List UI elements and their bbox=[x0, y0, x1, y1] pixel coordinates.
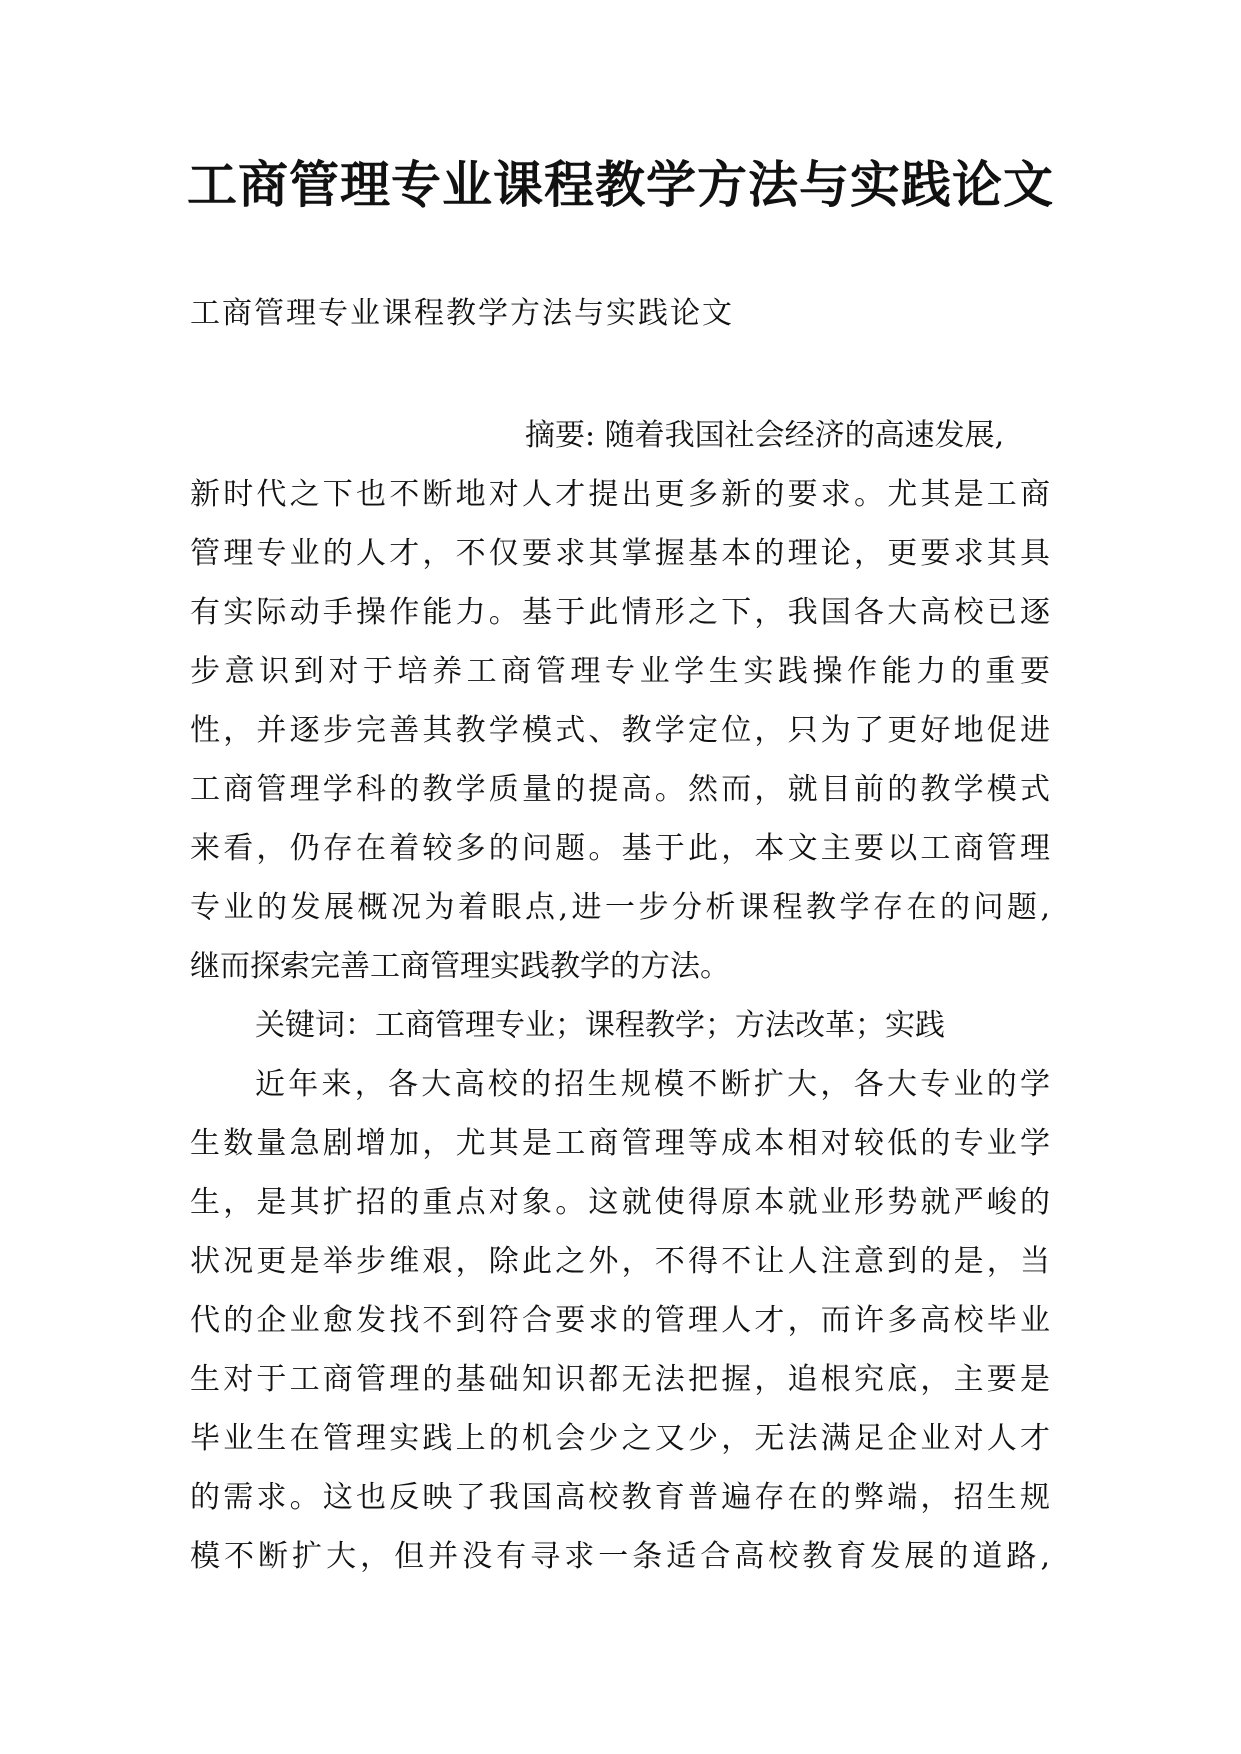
intro-line: 生，是其扩招的重点对象。这就使得原本就业形势就严峻的 bbox=[190, 1185, 1050, 1220]
document-title: 工商管理专业课程教学方法与实践论文 bbox=[187, 155, 1054, 214]
intro-line: 近年来，各大高校的招生规模不断扩大，各大专业的学 bbox=[255, 1067, 1050, 1102]
abstract-line: 专业的发展概况为着眼点,进一步分析课程教学存在的问题, bbox=[190, 890, 1050, 925]
document-subtitle: 工商管理专业课程教学方法与实践论文 bbox=[190, 296, 734, 331]
abstract-line: 性，并逐步完善其教学模式、教学定位，只为了更好地促进 bbox=[190, 713, 1050, 748]
intro-line: 毕业生在管理实践上的机会少之又少，无法满足企业对人才 bbox=[190, 1421, 1050, 1456]
intro-line: 状况更是举步维艰，除此之外，不得不让人注意到的是，当 bbox=[190, 1244, 1050, 1279]
intro-line: 代的企业愈发找不到符合要求的管理人才，而许多高校毕业 bbox=[190, 1303, 1050, 1338]
abstract-line: 摘要: 随着我国社会经济的高速发展, bbox=[525, 418, 1005, 453]
intro-line: 的需求。这也反映了我国高校教育普遍存在的弊端，招生规 bbox=[190, 1480, 1050, 1515]
keywords-line: 关键词：工商管理专业；课程教学；方法改革；实践 bbox=[255, 1008, 945, 1043]
abstract-line: 新时代之下也不断地对人才提出更多新的要求。尤其是工商 bbox=[190, 477, 1050, 512]
intro-line: 生对于工商管理的基础知识都无法把握，追根究底，主要是 bbox=[190, 1362, 1050, 1397]
intro-line: 模不断扩大，但并没有寻求一条适合高校教育发展的道路, bbox=[190, 1539, 1050, 1574]
document-body bbox=[190, 406, 1050, 1586]
abstract-line: 有实际动手操作能力。基于此情形之下，我国各大高校已逐 bbox=[190, 595, 1050, 630]
abstract-line: 来看，仍存在着较多的问题。基于此，本文主要以工商管理 bbox=[190, 831, 1050, 866]
intro-line: 生数量急剧增加，尤其是工商管理等成本相对较低的专业学 bbox=[190, 1126, 1050, 1161]
abstract-line: 管理专业的人才，不仅要求其掌握基本的理论，更要求其具 bbox=[190, 536, 1050, 571]
abstract-line: 步意识到对于培养工商管理专业学生实践操作能力的重要 bbox=[190, 654, 1050, 689]
abstract-line: 工商管理学科的教学质量的提高。然而，就目前的教学模式 bbox=[190, 772, 1050, 807]
abstract-line: 继而探索完善工商管理实践教学的方法。 bbox=[190, 949, 730, 984]
